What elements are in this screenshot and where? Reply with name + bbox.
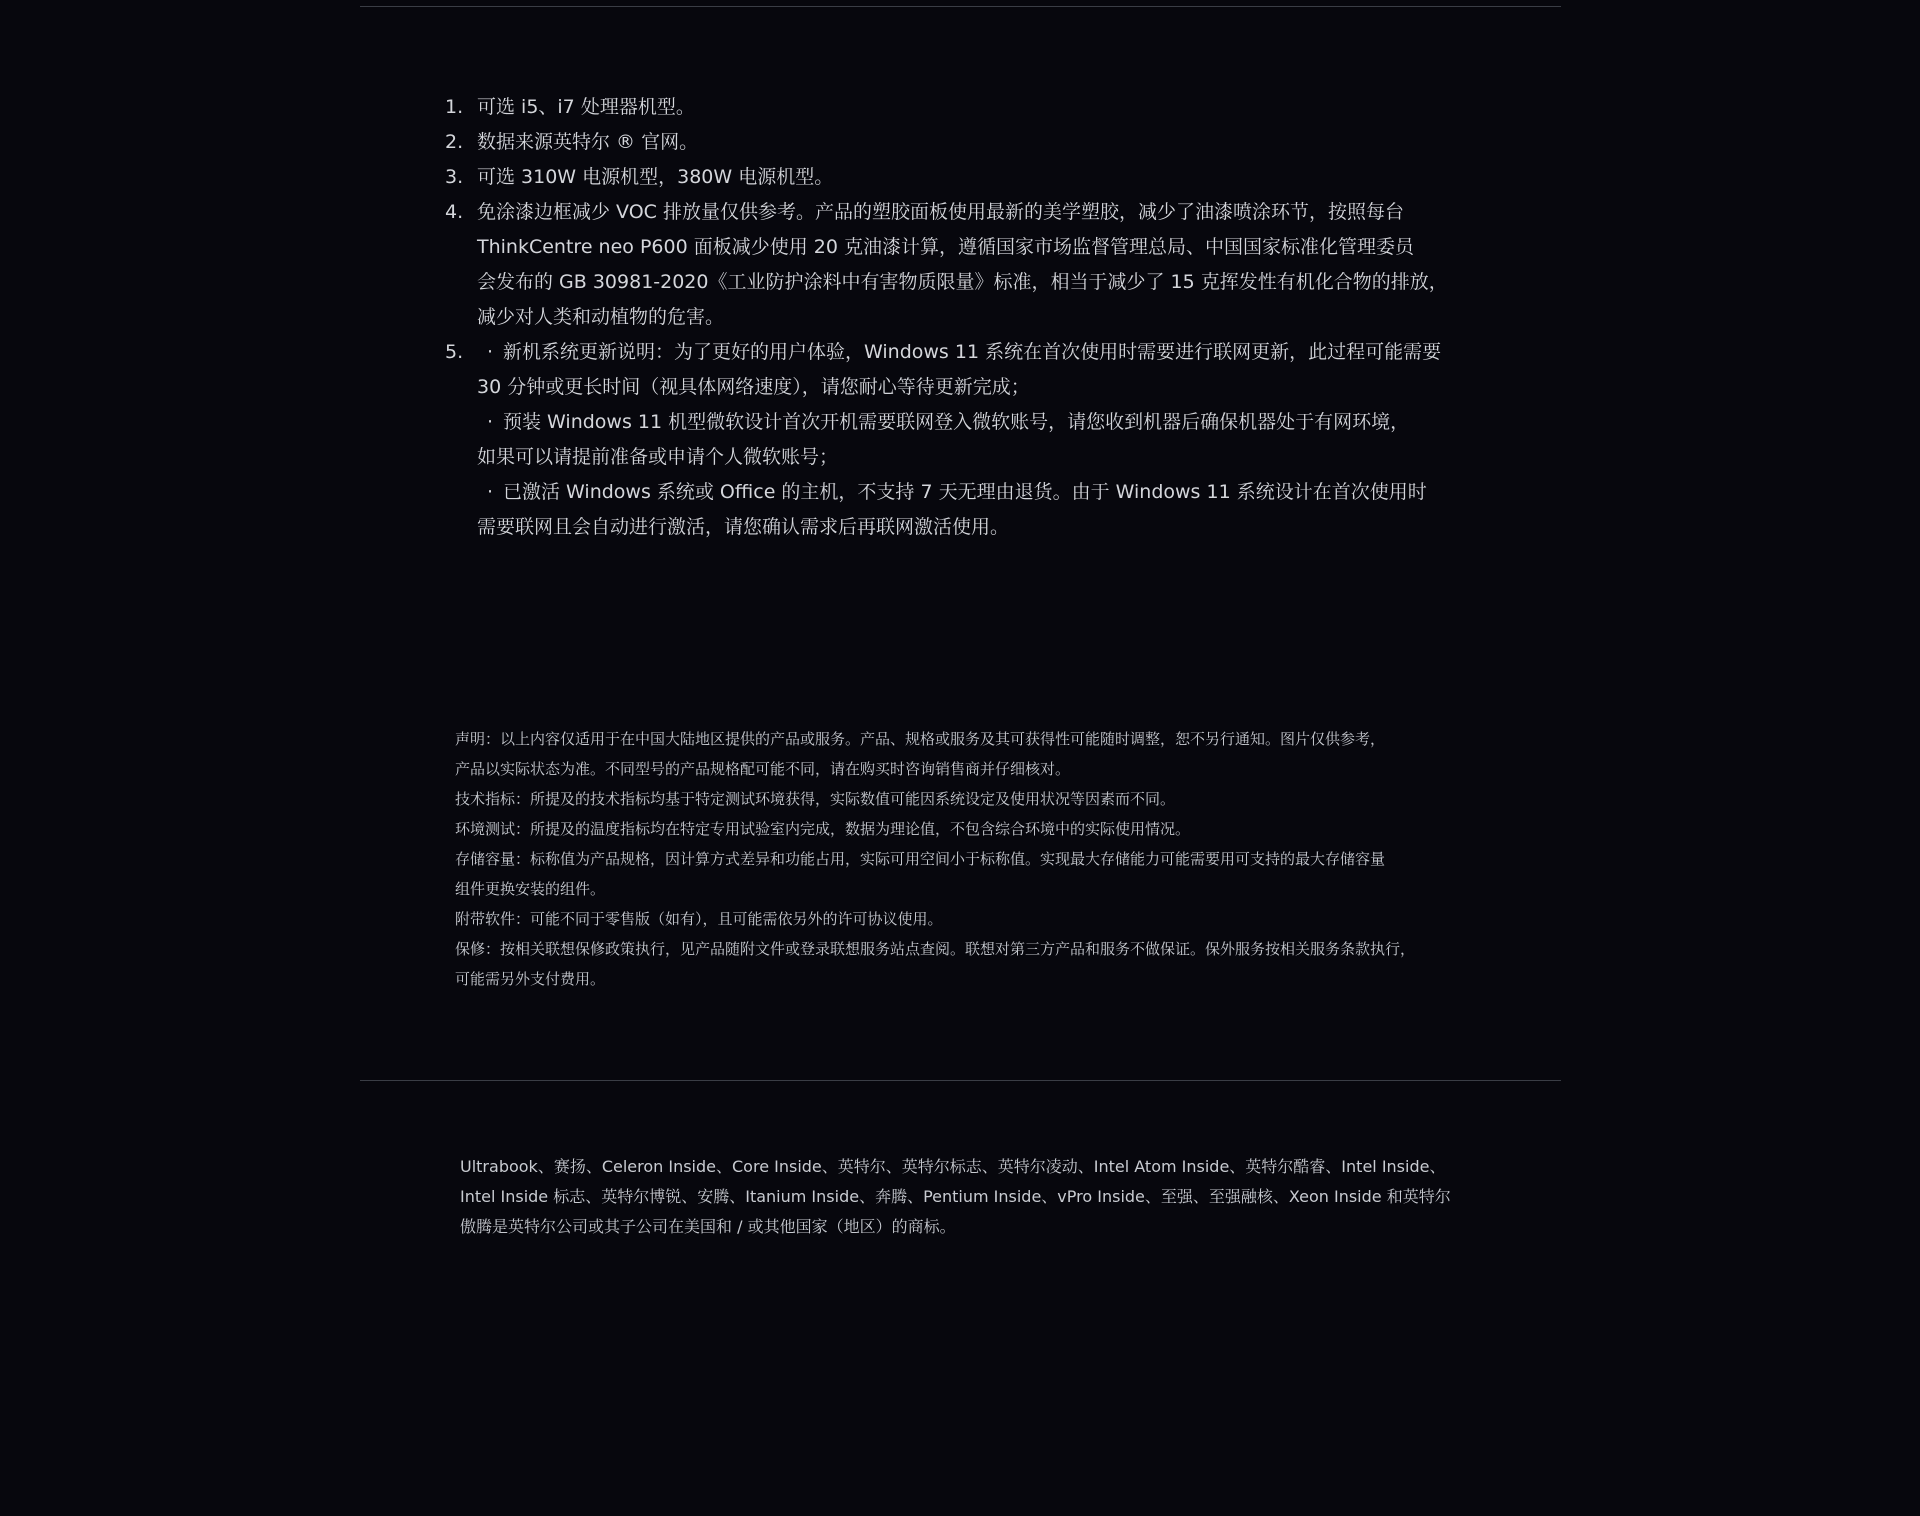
footnote-5 xyxy=(445,335,1475,545)
footnote-bullet xyxy=(477,405,1475,475)
footnote-1 xyxy=(445,90,1475,125)
disclaimer-line: 组件更换安装的组件。 xyxy=(455,880,606,898)
disclaimer-line: 保修：按相关联想保修政策执行，见产品随附文件或登录联想服务站点查阅。联想对第三方产品和服务不做保证。保外服务按相关服务条款执行， xyxy=(455,940,1416,958)
disclaimer-line: 附带软件：可能不同于零售版（如有），且可能需依另外的许可协议使用。 xyxy=(455,910,943,928)
trademark-line: Intel Inside 标志、英特尔博锐、安腾、Itanium Inside、奔腾、Pentium Inside、vPro Inside、至强、至强融核、Xeon Inside 和英特尔 xyxy=(460,1187,1451,1206)
disclaimer-line: 存储容量：标称值为产品规格，因计算方式差异和功能占用，实际可用空间小于标称值。实现最大存储能力可能需要用可支持的最大存储容量 xyxy=(455,850,1386,868)
footnote-line: 可选 310W 电源机型，380W 电源机型。 xyxy=(477,166,834,188)
bullet-line: 如果可以请提前准备或申请个人微软账号； xyxy=(477,446,839,468)
footnotes-list xyxy=(445,90,1475,545)
disclaimer-line: 环境测试：所提及的温度指标均在特定专用试验室内完成，数据为理论值，不包含综合环境中的实际使用情况。 xyxy=(455,820,1191,838)
top-divider xyxy=(360,6,1561,7)
footnote-2 xyxy=(445,125,1475,160)
footnote-line: 会发布的 GB 30981-2020《工业防护涂料中有害物质限量》标准，相当于减少了 15 克挥发性有机化合物的排放， xyxy=(477,271,1448,293)
bullet-line: 预装 Windows 11 机型微软设计首次开机需要联网登入微软账号，请您收到机器后确保机器处于有网环境， xyxy=(503,411,1410,433)
disclaimer-line: 产品以实际状态为准。不同型号的产品规格配可能不同，请在购买时咨询销售商并仔细核对。 xyxy=(455,760,1071,778)
footnote-number: 2. xyxy=(445,131,464,153)
bullet-dot: · xyxy=(486,341,494,363)
footnote-number: 1. xyxy=(445,96,464,118)
bullet-dot: · xyxy=(486,481,494,503)
footnote-number: 4. xyxy=(445,201,464,223)
footnote-number: 5. xyxy=(445,341,464,363)
disclaimer-line: 技术指标：所提及的技术指标均基于特定测试环境获得，实际数值可能因系统设定及使用状况等因素而不同。 xyxy=(455,790,1176,808)
bullet-line: 30 分钟或更长时间（视具体网络速度），请您耐心等待更新完成； xyxy=(477,376,1030,398)
footnote-line: 可选 i5、i7 处理器机型。 xyxy=(477,96,695,118)
bullet-line: 新机系统更新说明：为了更好的用户体验，Windows 11 系统在首次使用时需要进行联网更新，此过程可能需要 xyxy=(503,341,1442,363)
footnote-bullet xyxy=(477,335,1475,405)
footnote-line: 数据来源英特尔 ® 官网。 xyxy=(477,131,699,153)
section-divider xyxy=(360,1080,1561,1081)
trademark-notice xyxy=(460,1152,1475,1242)
footnote-line: 减少对人类和动植物的危害。 xyxy=(477,306,725,328)
footnote-number: 3. xyxy=(445,166,464,188)
footnote-line: ThinkCentre neo P600 面板减少使用 20 克油漆计算，遵循国家市场监督管理总局、中国国家标准化管理委员 xyxy=(477,236,1414,258)
footnote-4 xyxy=(445,195,1475,335)
trademark-line: Ultrabook、赛扬、Celeron Inside、Core Inside、英特尔、英特尔标志、英特尔凌动、Intel Atom Inside、英特尔酷睿、Intel Inside、 xyxy=(460,1157,1446,1176)
footnote-bullet xyxy=(477,475,1475,545)
bullet-dot: · xyxy=(486,411,494,433)
disclaimer-line: 可能需另外支付费用。 xyxy=(455,970,606,988)
bullet-line: 需要联网且会自动进行激活，请您确认需求后再联网激活使用。 xyxy=(477,516,1010,538)
bullet-line: 已激活 Windows 系统或 Office 的主机，不支持 7 天无理由退货。由于 Windows 11 系统设计在首次使用时 xyxy=(503,481,1427,503)
trademark-line: 傲腾是英特尔公司或其子公司在美国和 / 或其他国家（地区）的商标。 xyxy=(460,1217,956,1236)
disclaimer-line: 声明：以上内容仅适用于在中国大陆地区提供的产品或服务。产品、规格或服务及其可获得性可能随时调整，恕不另行通知。图片仅供参考， xyxy=(455,730,1386,748)
footnote-3 xyxy=(445,160,1475,195)
footnote-line: 免涂漆边框减少 VOC 排放量仅供参考。产品的塑胶面板使用最新的美学塑胶，减少了油漆喷涂环节，按照每台 xyxy=(477,201,1404,223)
disclaimer-block xyxy=(455,724,1475,994)
